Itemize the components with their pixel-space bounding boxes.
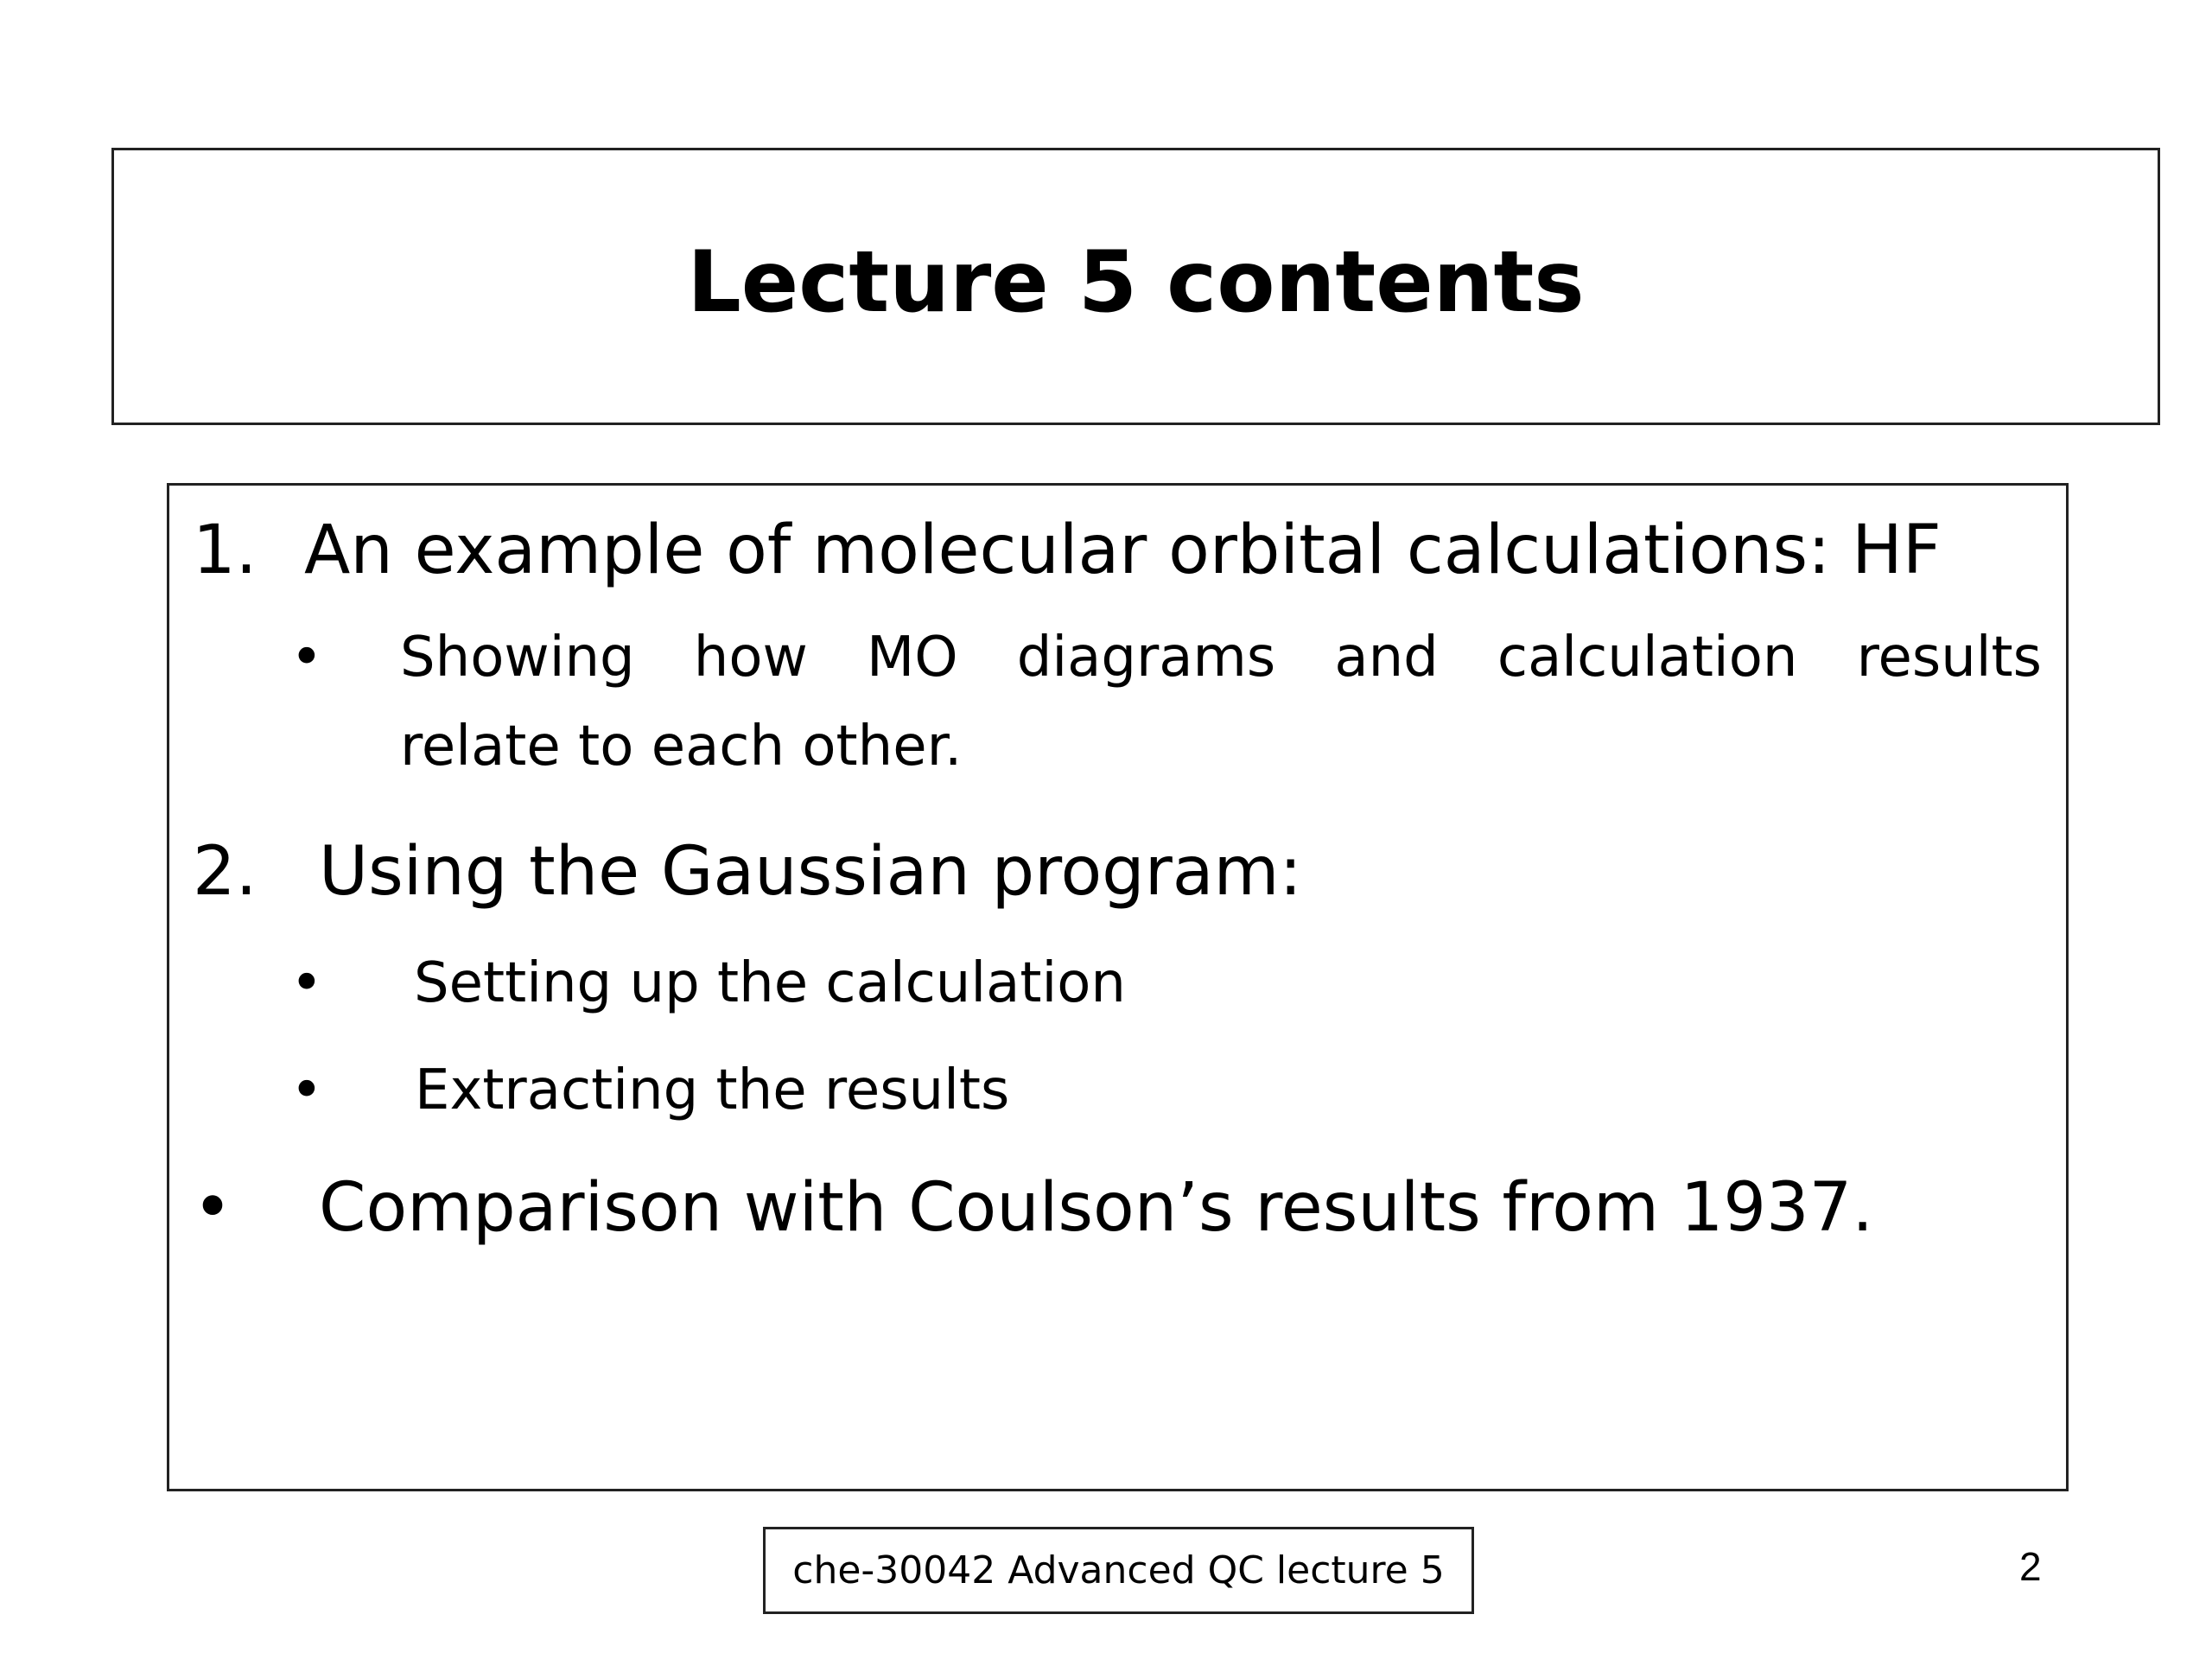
- slide-title: Lecture 5 contents: [687, 232, 1585, 332]
- subitem-text: Setting up the calculation: [414, 951, 1126, 1015]
- list-item-2-text: Using the Gaussian program:: [319, 833, 1302, 911]
- page-number: 2: [2019, 1544, 2042, 1589]
- content-box: [167, 483, 2069, 1491]
- list-item-3-text: Comparison with Coulson’s results from 1937.: [319, 1169, 1874, 1247]
- word: results: [1856, 626, 2042, 690]
- word: how: [693, 626, 808, 690]
- bullet-icon: •: [290, 626, 323, 690]
- word: calculation: [1497, 626, 1798, 690]
- subitem-text: Extracting the results: [415, 1058, 1010, 1122]
- word: Showing: [400, 626, 635, 690]
- list-item-1-number: 1.: [193, 512, 257, 589]
- title-box: [111, 148, 2160, 425]
- list-item-2-number: 2.: [193, 833, 257, 911]
- word: and: [1334, 626, 1439, 690]
- list-item-1-text: An example of molecular orbital calculations: HF: [304, 512, 1942, 589]
- footer-box: [763, 1527, 1474, 1614]
- bullet-icon: •: [193, 1169, 233, 1247]
- word: MO: [867, 626, 958, 690]
- footer-text: che-30042 Advanced QC lecture 5: [792, 1548, 1445, 1592]
- bullet-icon: •: [290, 1058, 323, 1122]
- subitem-line-1: [400, 626, 2042, 690]
- word: diagrams: [1016, 626, 1276, 690]
- bullet-icon: •: [290, 951, 323, 1015]
- subitem-line-2: relate to each other.: [400, 715, 963, 779]
